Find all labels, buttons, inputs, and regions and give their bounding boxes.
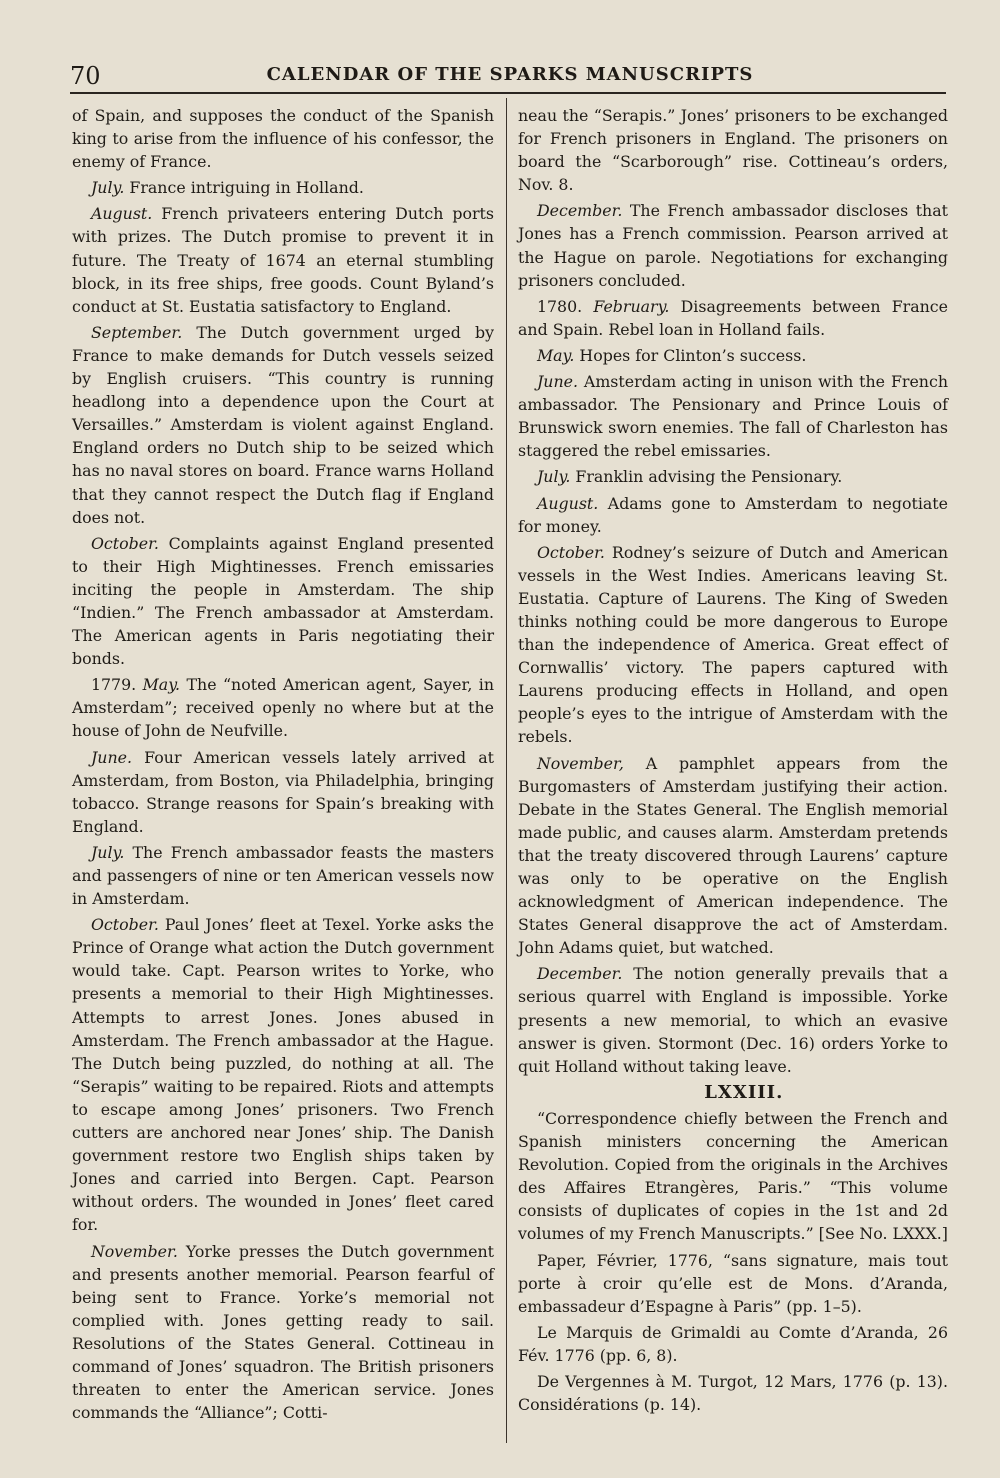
paragraph: Le Marquis de Grimaldi au Comte d’Aranda, 26 Fév. 1776 (pp. 6, 8).: [518, 1322, 948, 1365]
month-label: July.: [536, 467, 571, 487]
paragraph: June. Amsterdam acting in unison with the French ambassador. The Pensionary and Prince Louis of Brunswick sworn enemies. The fall of Charleston has staggered the rebel emissaries.: [518, 372, 948, 461]
paragraph: December. The notion generally prevails that a serious quarrel with England is impossible. Yorke presents a new memorial, to which an evasive answer is given. Stormont (Dec. 16) orders Yorke to quit Holland without taking leave.: [518, 964, 948, 1076]
running-head: CALENDAR OF THE SPARKS MANUSCRIPTS: [266, 64, 754, 85]
page-header: [70, 62, 950, 92]
paragraph: November. Yorke presses the Dutch government and presents another memorial. Pearson fearful of being sent to France. Yorke’s memorial not complied with. Jones getting ready to sail. Resolutions of the States General. Cottineau in command of Jones’ squadron. The British prisoners threaten to enter the American service. Jones commands the “Alliance”; Cotti-: [72, 1241, 494, 1423]
section-heading: LXXIII.: [704, 1081, 784, 1103]
paragraph: July. The French ambassador feasts the masters and passengers of nine or ten American vessels now in Amsterdam.: [72, 842, 494, 909]
column-divider: [506, 98, 507, 1443]
month-label: November.: [90, 1241, 178, 1261]
paragraph: October. Complaints against England presented to their High Mightinesses. French emissaries inciting the people in Amsterdam. The ship “Indien.” The French ambassador at Amsterdam. The American agents in Paris negotiating their bonds.: [72, 533, 494, 669]
page-number: 70: [70, 62, 101, 90]
paragraph: Paper, Février, 1776, “sans signature, mais tout porte à croir qu’elle est de Mons. d’Aranda, embassadeur d’Espagne à Paris” (pp. 1–5).: [518, 1250, 948, 1316]
month-label: July.: [90, 178, 125, 198]
paragraph: neau the “Serapis.” Jones’ prisoners to be exchanged for French prisoners in England. The prisoners on board the “Scarborough” rise. Cottineau’s orders, Nov. 8.: [518, 106, 948, 195]
year-label: 1780.: [536, 296, 594, 316]
paragraph: 1779. May. The “noted American agent, Sayer, in Amsterdam”; received openly no where but at the house of John de Neufville.: [72, 675, 494, 741]
month-label: October.: [90, 915, 159, 935]
paragraph: July. France intriguing in Holland.: [90, 178, 364, 198]
month-label: June.: [90, 747, 133, 767]
month-label: August.: [536, 493, 599, 513]
paragraph: November, A pamphlet appears from the Burgomasters of Amsterdam justifying their action. Debate in the States General. The English memorial made public, and causes alarm. Amsterdam pretends that the treaty discovered through Laurens’ capture was only to be operative on the English acknowledgment of American independence. The States General disapprove the act of Amsterdam. John Adams quiet, but watched.: [518, 753, 948, 958]
paragraph: of Spain, and supposes the conduct of the Spanish king to arise from the influence of his confessor, the enemy of France.: [72, 106, 494, 172]
month-label: May.: [142, 675, 181, 695]
right-column: [518, 104, 948, 1419]
paragraph: 1780. February. Disagreements between France and Spain. Rebel loan in Holland fails.: [518, 296, 948, 339]
paragraph: December. The French ambassador discloses that Jones has a French commission. Pearson arrived at the Hague on parole. Negotiations for exchanging prisoners concluded.: [518, 201, 948, 290]
paragraph: August. Adams gone to Amsterdam to negotiate for money.: [518, 493, 948, 536]
month-label: June.: [536, 372, 579, 392]
month-label: October.: [536, 542, 605, 562]
paragraph: De Vergennes à M. Turgot, 12 Mars, 1776 (p. 13). Considérations (p. 14).: [518, 1371, 948, 1415]
paragraph: September. The Dutch government urged by France to make demands for Dutch vessels seized by English cruisers. “This country is running headlong into a dependence upon the Court at Versailles.” Amsterdam is violent against England. England orders no Dutch ship to be seized which has no naval stores on board. France warns Holland that they cannot respect the Dutch flag if England does not.: [72, 322, 494, 527]
month-label: May.: [536, 345, 575, 365]
paragraph: August. French privateers entering Dutch ports with prizes. The Dutch promise to prevent it in future. The Treaty of 1674 an eternal stumbling block, in its free ships, free goods. Count Byland’s conduct at St. Eustatia satisfactory to England.: [72, 204, 494, 316]
paragraph: “Correspondence chiefly between the French and Spanish ministers concerning the American Revolution. Copied from the originals in the Archives des Affaires Etrangères, Paris.” “This volume consists of duplicates of copies in the 1st and 2d volumes of my French Manuscripts.” [See No. LXXX.]: [518, 1108, 948, 1244]
paragraph: October. Paul Jones’ fleet at Texel. Yorke asks the Prince of Orange what action the Dutch government would take. Capt. Pearson writes to Yorke, who presents a memorial to their High Mightinesses. Attempts to arrest Jones. Jones abused in Amsterdam. The French ambassador at the Hague. The Dutch being puzzled, do nothing at all. The “Serapis” waiting to be repaired. Riots and attempts to escape among Jones’ prisoners. Two French cutters are anchored near Jones’ ship. The Danish government restore two English ships taken by Jones and carried into Bergen. Capt. Pearson without orders. The wounded in Jones’ fleet cared for.: [72, 915, 494, 1235]
header-rule: [70, 92, 946, 94]
month-label: February.: [593, 296, 670, 316]
month-label: November,: [536, 753, 624, 773]
month-label: August.: [90, 204, 153, 224]
month-label: September.: [90, 322, 183, 342]
paragraph: July. Franklin advising the Pensionary.: [536, 467, 843, 487]
month-label: December.: [536, 964, 623, 984]
month-label: July.: [90, 842, 125, 862]
month-label: October.: [90, 533, 159, 553]
paragraph: October. Rodney’s seizure of Dutch and American vessels in the West Indies. Americans leaving St. Eustatia. Capture of Laurens. The King of Sweden thinks nothing could be more dangerous to Europe than the independence of America. Great effect of Cornwallis’ victory. The papers captured with Laurens producing effects in Holland, and open people’s eyes to the intrigue of Amsterdam with the rebels.: [518, 542, 948, 747]
year-label: 1779.: [90, 675, 143, 695]
paragraph: June. Four American vessels lately arrived at Amsterdam, from Boston, via Philadelphia, bringing tobacco. Strange reasons for Spain’s breaking with England.: [72, 747, 494, 836]
paragraph: May. Hopes for Clinton’s success.: [536, 345, 807, 365]
month-label: December.: [536, 201, 623, 221]
left-column: [72, 104, 494, 1427]
